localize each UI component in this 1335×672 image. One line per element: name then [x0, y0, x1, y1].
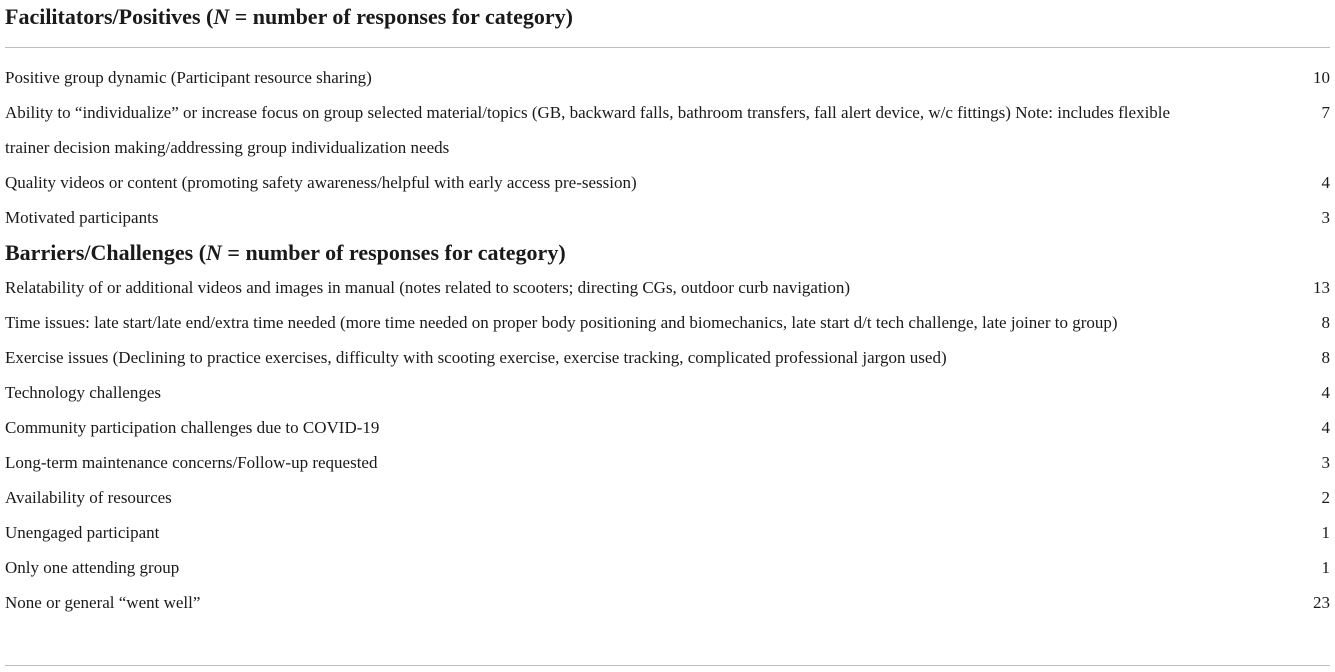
- responses-table: [5, 60, 1330, 620]
- row-label: Long-term maintenance concerns/Follow-up requested: [5, 453, 378, 472]
- row-label: Availability of resources: [5, 488, 172, 507]
- row-count: 13: [1313, 278, 1330, 297]
- table-row: [5, 305, 1330, 340]
- barriers-heading-post: = number of responses for category): [221, 240, 566, 265]
- row-count: 3: [1321, 208, 1330, 227]
- row-label: Unengaged participant: [5, 523, 160, 542]
- facilitators-heading-n: N: [213, 4, 230, 29]
- row-label: Quality videos or content (promoting safety awareness/helpful with early access pre-session): [5, 173, 637, 192]
- table-row: [5, 375, 1330, 410]
- table-row: [5, 165, 1330, 200]
- facilitators-heading-post: = number of responses for category): [229, 4, 573, 29]
- bottom-rule: [5, 665, 1330, 666]
- row-label: Motivated participants: [5, 208, 159, 227]
- row-count: 4: [1321, 418, 1330, 437]
- row-label: None or general “went well”: [5, 593, 201, 612]
- table-row: [5, 95, 1330, 165]
- row-count: 8: [1321, 348, 1330, 367]
- table-row: [5, 550, 1330, 585]
- facilitators-heading-pre: Facilitators/Positives (: [5, 4, 214, 29]
- row-count: 23: [1313, 593, 1330, 612]
- table-row: [5, 480, 1330, 515]
- table-row: [5, 340, 1330, 375]
- row-label: Relatability of or additional videos and images in manual (notes related to scooters; directing CGs, outdoor curb navigation): [5, 278, 851, 297]
- row-label: Exercise issues (Declining to practice exercises, difficulty with scooting exercise, exercise tracking, complicated professional jargon used): [5, 348, 947, 367]
- row-count: 4: [1321, 383, 1330, 402]
- row-label: Time issues: late start/late end/extra time needed (more time needed on proper body positioning and biomechanics, late start d/t tech challenge, late joiner to group): [5, 313, 1118, 332]
- row-count: 2: [1321, 488, 1330, 507]
- table-row: [5, 270, 1330, 305]
- barriers-heading: [5, 235, 1330, 270]
- row-count: 1: [1321, 558, 1330, 577]
- table-row: [5, 410, 1330, 445]
- facilitators-heading: [5, 2, 573, 32]
- barriers-heading-pre: Barriers/Challenges (: [5, 240, 207, 265]
- barriers-heading-n: N: [206, 240, 222, 265]
- top-rule: [5, 47, 1330, 48]
- row-count: 7: [1321, 103, 1330, 122]
- row-count: 8: [1321, 313, 1330, 332]
- row-count: 10: [1313, 68, 1330, 87]
- table-row: [5, 60, 1330, 95]
- row-count: 4: [1321, 173, 1330, 192]
- table-row: [5, 515, 1330, 550]
- row-label: Community participation challenges due to COVID-19: [5, 418, 380, 437]
- table-row: [5, 200, 1330, 235]
- row-label: Ability to “individualize” or increase focus on group selected material/topics (GB, backward falls, bathroom transfers, fall alert device, w/c fittings) Note: includes flexible trainer decision making/addressing group individualization needs: [5, 103, 1171, 157]
- row-count: 3: [1321, 453, 1330, 472]
- row-label: Technology challenges: [5, 383, 162, 402]
- row-label: Positive group dynamic (Participant resource sharing): [5, 68, 372, 87]
- row-label: Only one attending group: [5, 558, 180, 577]
- table-row: [5, 585, 1330, 620]
- table-row: [5, 445, 1330, 480]
- row-count: 1: [1321, 523, 1330, 542]
